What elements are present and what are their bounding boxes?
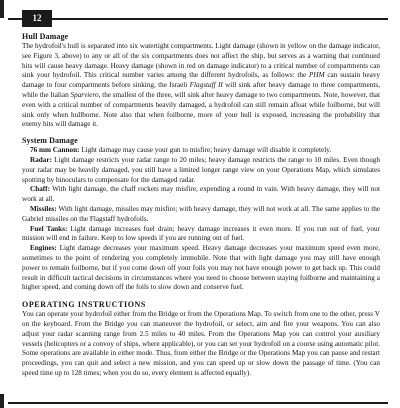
hull-text-3: will sink after heavy damage to three compartments, while the Italian [22, 81, 380, 99]
operating-instructions-paragraph: You can operate your hydrofoil either from the Bridge or from the Operations Map. To switch from one to the other, press V on the keyboard. From the Bridge you can maneuver the hydrofoil, or select, aim and fire your weapons. You can also adjust your radar scanning range from 2.5 miles to 40 miles. From the Operations Map you can control your auxiliary vessels (helicopters or a convoy of ships, where applicable), or you can set your hydrofoil on a course using automatic pilot. Some operations are available in either mode. Thus, from either the Bridge or the Operations Map you can pause and restart proceedings, you can quit and select a new mission, and you can speed up or slow down the passage of time. (You can speed time up to 128 times; when you do so, every element is affected equally). [22, 310, 380, 377]
flagstaff-name: Flagstaff II [189, 81, 223, 90]
hull-damage-heading: Hull Damage [22, 32, 69, 41]
missiles-text: With light damage, missiles may misfire; with heavy damage, they will not work at all. The same applies to the Gabriel missiles on the Flagstaff hydrofoils. [22, 204, 380, 223]
chaff-text: With light damage, the chaff rockets may misfire, expending a round in vain. With heavy damage, they will not work at all. [22, 185, 380, 204]
radar-text: Light damage restricts your radar range to 20 miles; heavy damage restricts the range to 10 miles. Even though your radar may be heavily damaged, you still have a limited longer range view on your Operations Map, which simulates spotting by binoculars to compensate for the damaged radar. [22, 155, 380, 184]
page-number: 12 [22, 10, 52, 27]
cannon-term: 76 mm Cannon: [30, 146, 80, 155]
chaff-term: Chaff: [30, 185, 50, 194]
header-rule [8, 10, 388, 20]
radar-paragraph [22, 156, 380, 185]
page-content [22, 28, 380, 379]
fuel-tanks-paragraph [22, 225, 380, 245]
fuel-tanks-text: Light damage increases fuel drain; heavy damage increases it even more. If you run out of fuel, your mission will end in failure. Keep to low speeds if you are running out of fuel. [22, 224, 380, 243]
chaff-paragraph [22, 185, 380, 205]
cannon-text: Light damage may cause your gun to misfire; heavy damage will disable it completely. [79, 146, 332, 155]
hull-damage-paragraph [22, 42, 380, 130]
phm-name: PHM [308, 71, 325, 80]
missiles-paragraph [22, 205, 380, 225]
footer-rule [8, 402, 388, 404]
hull-text-4: , the smallest of the three, will sink after heavy damage to two compartments. Note, however, that even with a critical number of compartments heavily damaged, a hydrofoil can still remain afloat while foilborne, but will sink only when hullborne. Note also that when foilborne, more of your hull is exposed, increasing the probability that enemy hits will damage it. [22, 90, 380, 129]
missiles-term: Missiles: [30, 204, 57, 213]
radar-term: Radar: [30, 155, 52, 164]
top-edge-strip [0, 0, 4, 18]
engines-text: Light damage decreases your maximum speed. Heavy damage decreases your maximum speed even more, sometimes to the point of rendering you completely immobile. Note that with light damage you may still have enough power to remain foilborne, but if you come down off your foils you may not have enough power to get back up. This could result in difficult tactical decisions in circumstances where you need to choose between staying foilborne and maintaining a higher speed, and coming down off the foils to slow down and conserve fuel. [22, 244, 380, 292]
engines-paragraph [22, 244, 380, 293]
system-damage-heading: System Damage [22, 136, 78, 146]
bottom-edge-strip [0, 394, 4, 408]
sparviero-name: Sparviero [70, 90, 99, 99]
operating-instructions-heading: OPERATING INSTRUCTIONS [22, 300, 146, 310]
hull-text-2: can sustain heavy damage to four compartments before sinking, the Israeli [22, 71, 381, 90]
hull-text-1: The hydrofoil's hull is separated into six watertight compartments. Light damage (shown in yellow on the damage indicator, see Figure 3, above) to any or all of the six compartments does not affect the ship, but serves as a warning that continued hits will cause heavy damage. Heavy damage (shown in red on damage indicator) to a critical number of compartments can sink your hydrofoil. This critical number varies among the different hydrofoils, as follows: the [22, 42, 380, 80]
engines-term: Engines: [30, 244, 57, 253]
fuel-tanks-term: Fuel Tanks: [30, 224, 68, 233]
cannon-paragraph [22, 146, 380, 156]
